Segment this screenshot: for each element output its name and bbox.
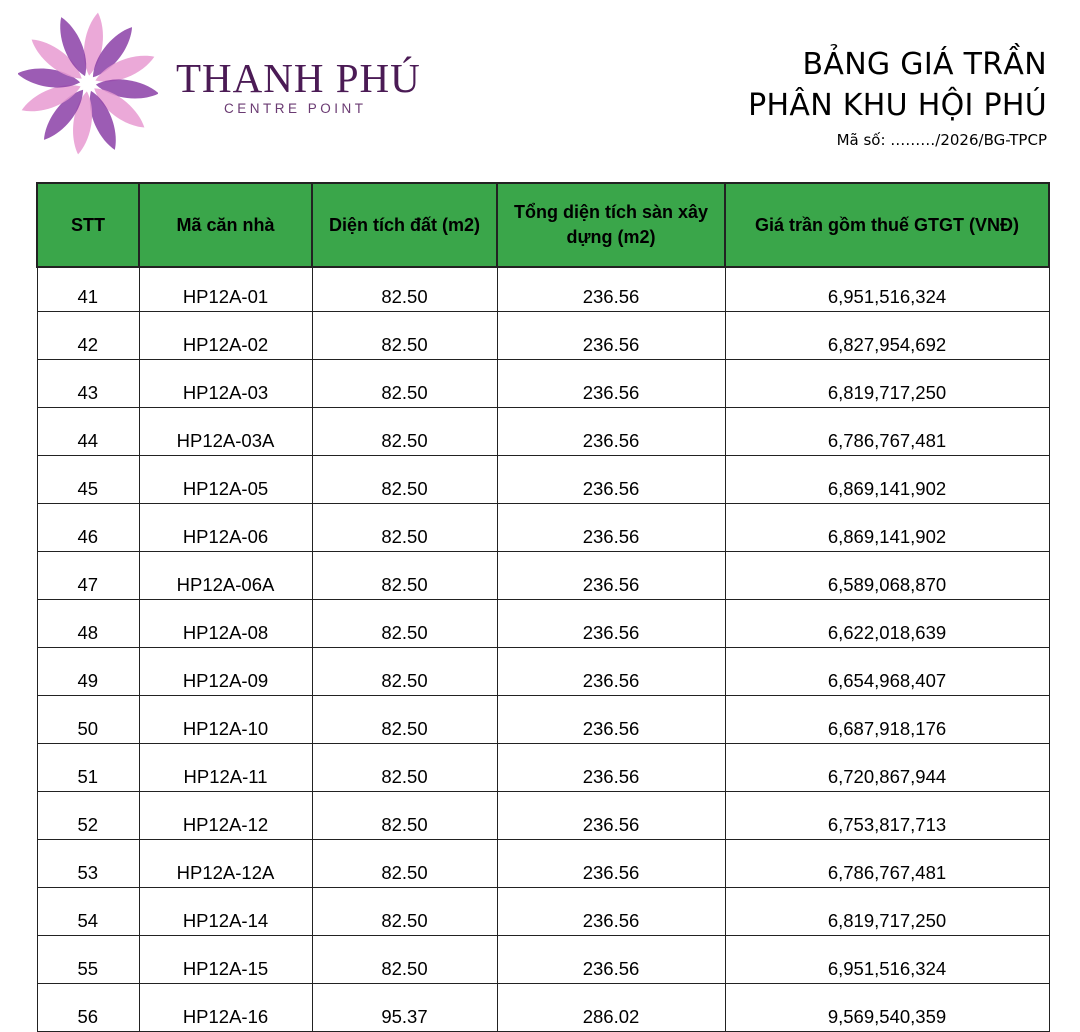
table-row: [37, 552, 1049, 600]
column-header-house-code: Mã căn nhà: [139, 183, 312, 267]
cell-ceiling-price: 6,827,954,692: [725, 312, 1049, 360]
cell-ceiling-price: 6,687,918,176: [725, 696, 1049, 744]
cell-house-code: HP12A-10: [139, 696, 312, 744]
cell-ceiling-price: 6,786,767,481: [725, 840, 1049, 888]
cell-ceiling-price: 6,622,018,639: [725, 600, 1049, 648]
cell-land-area: 82.50: [312, 936, 497, 984]
cell-house-code: HP12A-11: [139, 744, 312, 792]
cell-stt: 54: [37, 888, 139, 936]
cell-house-code: HP12A-09: [139, 648, 312, 696]
table-row: [37, 600, 1049, 648]
cell-land-area: 82.50: [312, 267, 497, 312]
cell-house-code: HP12A-08: [139, 600, 312, 648]
cell-house-code: HP12A-14: [139, 888, 312, 936]
cell-floor-area: 236.56: [497, 312, 725, 360]
document-header: [748, 44, 1047, 149]
cell-land-area: 82.50: [312, 792, 497, 840]
brand-logo: [18, 6, 421, 166]
cell-stt: 49: [37, 648, 139, 696]
brand-name: THANH PHÚ: [176, 55, 421, 101]
cell-stt: 55: [37, 936, 139, 984]
cell-floor-area: 286.02: [497, 984, 725, 1032]
table-row: [37, 648, 1049, 696]
cell-floor-area: 236.56: [497, 792, 725, 840]
cell-house-code: HP12A-12A: [139, 840, 312, 888]
column-header-land-area: Diện tích đất (m2): [312, 183, 497, 267]
cell-floor-area: 236.56: [497, 936, 725, 984]
cell-floor-area: 236.56: [497, 267, 725, 312]
cell-house-code: HP12A-16: [139, 984, 312, 1032]
lotus-flower-logo-icon: [18, 6, 158, 161]
cell-house-code: HP12A-01: [139, 267, 312, 312]
column-header-stt: STT: [37, 183, 139, 267]
cell-ceiling-price: 9,569,540,359: [725, 984, 1049, 1032]
table-header-row: [37, 183, 1049, 267]
cell-stt: 48: [37, 600, 139, 648]
cell-land-area: 82.50: [312, 600, 497, 648]
cell-land-area: 82.50: [312, 552, 497, 600]
cell-stt: 44: [37, 408, 139, 456]
cell-stt: 53: [37, 840, 139, 888]
cell-floor-area: 236.56: [497, 552, 725, 600]
cell-stt: 52: [37, 792, 139, 840]
column-header-ceiling-price: Giá trần gồm thuế GTGT (VNĐ): [725, 183, 1049, 267]
table-row: [37, 408, 1049, 456]
table-row: [37, 267, 1049, 312]
cell-floor-area: 236.56: [497, 504, 725, 552]
cell-stt: 46: [37, 504, 139, 552]
table-row: [37, 504, 1049, 552]
cell-ceiling-price: 6,753,817,713: [725, 792, 1049, 840]
cell-floor-area: 236.56: [497, 696, 725, 744]
column-header-floor-area: Tổng diện tích sàn xây dựng (m2): [497, 183, 725, 267]
table-row: [37, 360, 1049, 408]
table-row: [37, 744, 1049, 792]
cell-stt: 43: [37, 360, 139, 408]
cell-house-code: HP12A-06: [139, 504, 312, 552]
cell-stt: 41: [37, 267, 139, 312]
table-row: [37, 936, 1049, 984]
cell-house-code: HP12A-06A: [139, 552, 312, 600]
cell-floor-area: 236.56: [497, 600, 725, 648]
cell-stt: 56: [37, 984, 139, 1032]
cell-land-area: 82.50: [312, 504, 497, 552]
cell-ceiling-price: 6,869,141,902: [725, 504, 1049, 552]
cell-floor-area: 236.56: [497, 408, 725, 456]
cell-ceiling-price: 6,786,767,481: [725, 408, 1049, 456]
document-title-line1: BẢNG GIÁ TRẦN: [802, 47, 1047, 82]
table-row: [37, 456, 1049, 504]
cell-land-area: 82.50: [312, 648, 497, 696]
cell-ceiling-price: 6,869,141,902: [725, 456, 1049, 504]
cell-floor-area: 236.56: [497, 456, 725, 504]
cell-house-code: HP12A-15: [139, 936, 312, 984]
cell-floor-area: 236.56: [497, 888, 725, 936]
cell-floor-area: 236.56: [497, 648, 725, 696]
cell-ceiling-price: 6,951,516,324: [725, 936, 1049, 984]
table-row: [37, 888, 1049, 936]
table-row: [37, 984, 1049, 1032]
cell-stt: 47: [37, 552, 139, 600]
cell-land-area: 82.50: [312, 360, 497, 408]
cell-house-code: HP12A-05: [139, 456, 312, 504]
cell-stt: 50: [37, 696, 139, 744]
cell-land-area: 82.50: [312, 744, 497, 792]
document-code: Mã số: ………/2026/BG-TPCP: [836, 131, 1047, 149]
table-row: [37, 840, 1049, 888]
cell-ceiling-price: 6,654,968,407: [725, 648, 1049, 696]
table-row: [37, 312, 1049, 360]
cell-land-area: 82.50: [312, 312, 497, 360]
cell-stt: 42: [37, 312, 139, 360]
cell-house-code: HP12A-03A: [139, 408, 312, 456]
cell-house-code: HP12A-12: [139, 792, 312, 840]
price-table: [36, 182, 1050, 1032]
cell-house-code: HP12A-02: [139, 312, 312, 360]
cell-land-area: 82.50: [312, 888, 497, 936]
cell-ceiling-price: 6,819,717,250: [725, 360, 1049, 408]
cell-land-area: 95.37: [312, 984, 497, 1032]
cell-land-area: 82.50: [312, 456, 497, 504]
table-row: [37, 792, 1049, 840]
cell-floor-area: 236.56: [497, 360, 725, 408]
cell-land-area: 82.50: [312, 840, 497, 888]
cell-land-area: 82.50: [312, 696, 497, 744]
cell-ceiling-price: 6,720,867,944: [725, 744, 1049, 792]
cell-ceiling-price: 6,819,717,250: [725, 888, 1049, 936]
table-row: [37, 696, 1049, 744]
document-title-line2: PHÂN KHU HỘI PHÚ: [748, 88, 1047, 123]
cell-stt: 51: [37, 744, 139, 792]
brand-tagline: CENTRE POINT: [224, 101, 367, 116]
cell-land-area: 82.50: [312, 408, 497, 456]
cell-floor-area: 236.56: [497, 744, 725, 792]
cell-ceiling-price: 6,951,516,324: [725, 267, 1049, 312]
cell-ceiling-price: 6,589,068,870: [725, 552, 1049, 600]
cell-house-code: HP12A-03: [139, 360, 312, 408]
cell-floor-area: 236.56: [497, 840, 725, 888]
cell-stt: 45: [37, 456, 139, 504]
